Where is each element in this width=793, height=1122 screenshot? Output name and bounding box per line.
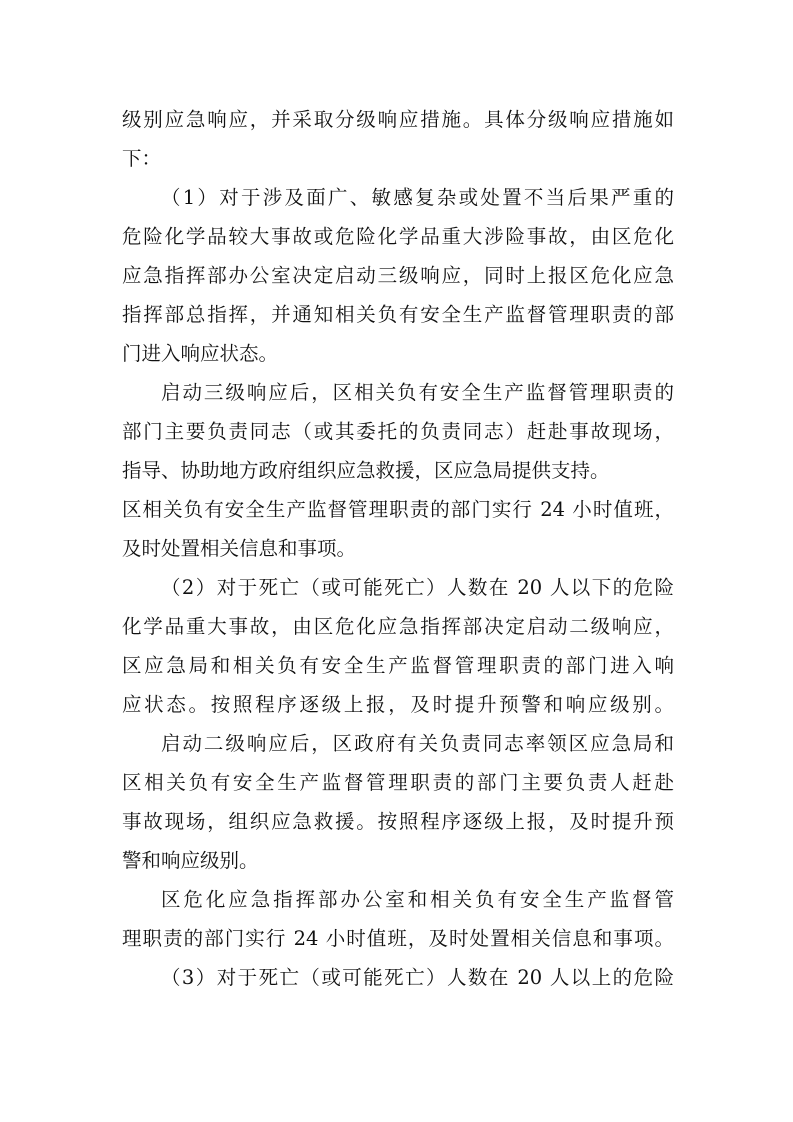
body-text bbox=[122, 100, 674, 997]
text-line-1: 级别应急响应，并采取分级响应措施。具体分级响应措施如 bbox=[122, 108, 674, 131]
text-line-2: 下： bbox=[122, 147, 162, 170]
text-line-9: 部门主要负责同志（或其委托的负责同志）赶赴事故现场， bbox=[122, 420, 674, 443]
text-line-18: 区相关负有安全生产监督管理职责的部门主要负责人赶赴 bbox=[122, 771, 674, 794]
text-line-4: 危险化学品较大事故或危险化学品重大涉险事故，由区危化 bbox=[122, 225, 674, 248]
text-line-12: 及时处置相关信息和事项。 bbox=[122, 537, 357, 560]
text-line-23: （3）对于死亡（或可能死亡）人数在 20 人以上的危险 bbox=[161, 966, 674, 989]
text-line-10: 指导、协助地方政府组织应急救援，区应急局提供支持。 bbox=[122, 459, 610, 482]
text-line-21: 区危化应急指挥部办公室和相关负有安全生产监督管 bbox=[161, 888, 674, 911]
text-line-14: 化学品重大事故，由区危化应急指挥部决定启动二级响应， bbox=[122, 615, 674, 638]
text-line-5: 应急指挥部办公室决定启动三级响应，同时上报区危化应急 bbox=[122, 264, 674, 287]
text-line-11: 区相关负有安全生产监督管理职责的部门实行 24 小时值班， bbox=[122, 498, 674, 521]
text-line-3: （1）对于涉及面广、敏感复杂或处置不当后果严重的 bbox=[161, 186, 674, 209]
text-line-6: 指挥部总指挥，并通知相关负有安全生产监督管理职责的部 bbox=[122, 303, 674, 326]
text-line-20: 警和响应级别。 bbox=[122, 849, 259, 872]
text-line-13: （2）对于死亡（或可能死亡）人数在 20 人以下的危险 bbox=[161, 576, 674, 599]
text-line-7: 门进入响应状态。 bbox=[122, 342, 279, 365]
text-line-8: 启动三级响应后，区相关负有安全生产监督管理职责的 bbox=[161, 381, 674, 404]
text-line-15: 区应急局和相关负有安全生产监督管理职责的部门进入响 bbox=[122, 654, 674, 677]
text-line-22: 理职责的部门实行 24 小时值班，及时处置相关信息和事项。 bbox=[122, 927, 674, 950]
text-line-17: 启动二级响应后，区政府有关负责同志率领区应急局和 bbox=[161, 732, 674, 755]
text-line-19: 事故现场，组织应急救援。按照程序逐级上报，及时提升预 bbox=[122, 810, 674, 833]
text-line-16: 应状态。按照程序逐级上报，及时提升预警和响应级别。 bbox=[122, 693, 674, 716]
